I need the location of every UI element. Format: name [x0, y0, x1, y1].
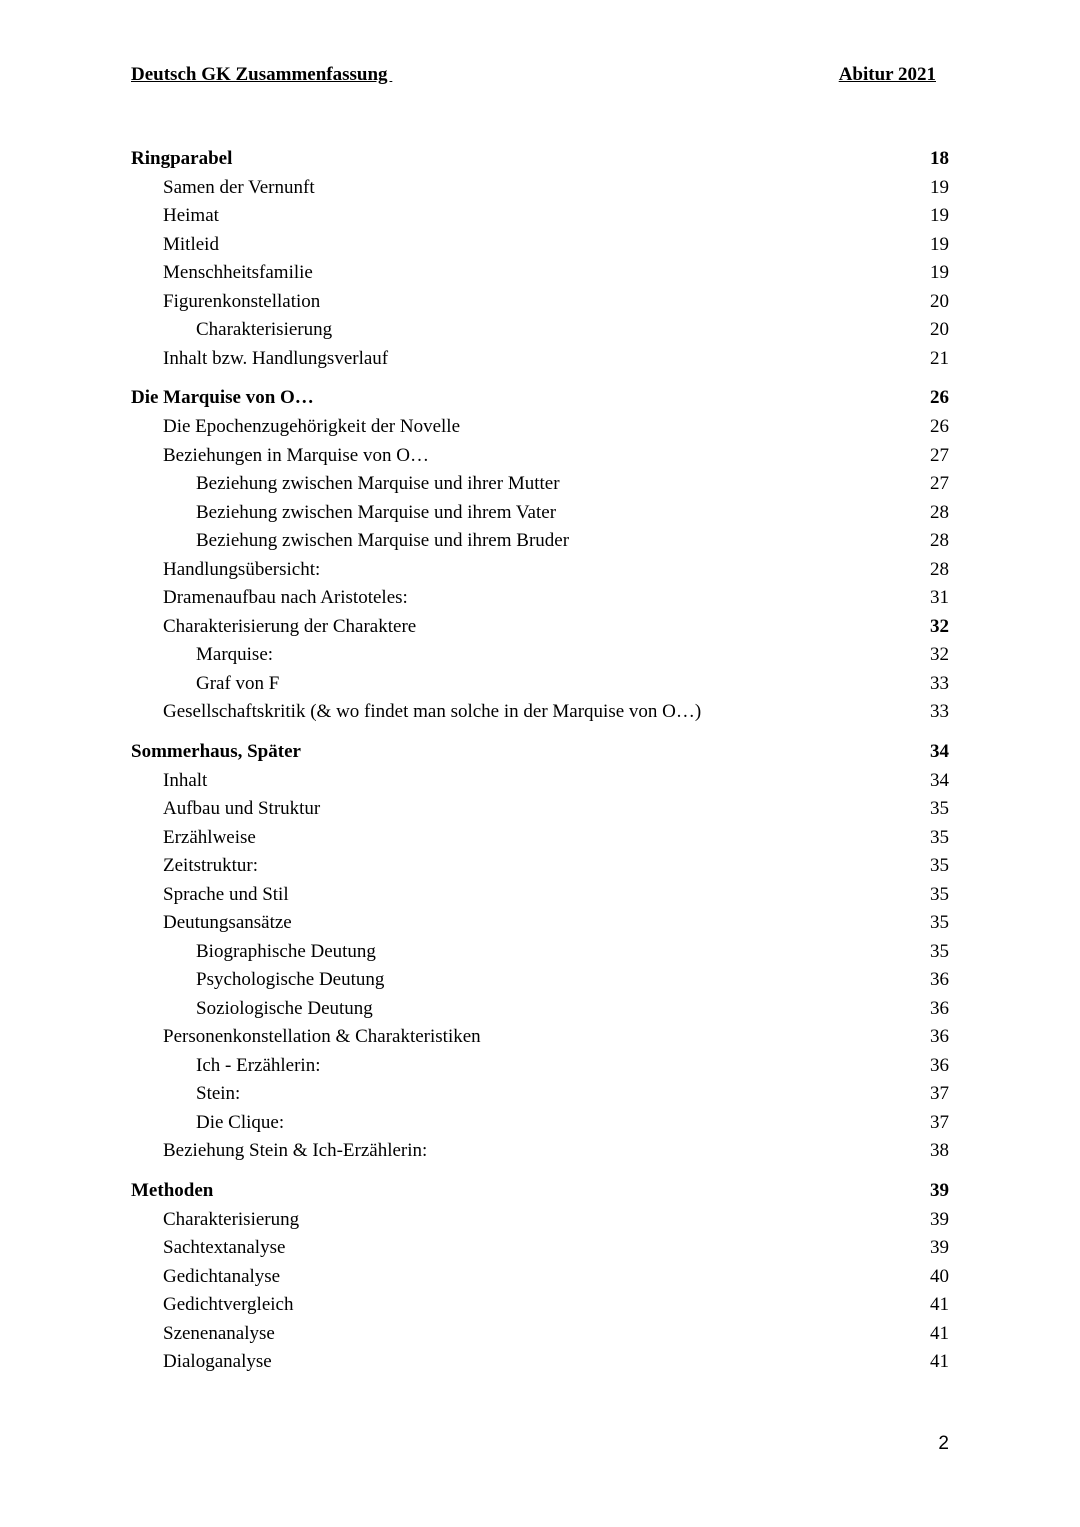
- toc-entry[interactable]: [131, 1206, 949, 1235]
- toc-page-number: 32: [930, 615, 949, 637]
- toc-label: Erzählweise: [163, 826, 256, 848]
- toc-label: Personenkonstellation & Charakteristiken: [163, 1026, 481, 1047]
- toc-label: Dialoganalyse: [163, 1351, 272, 1372]
- toc-subentry[interactable]: [131, 527, 949, 556]
- toc-page-number: 35: [930, 798, 949, 819]
- toc-label: Ringparabel: [131, 148, 233, 169]
- toc-page-number: 28: [930, 558, 949, 580]
- toc-entry[interactable]: [131, 909, 949, 938]
- toc-page-number: 36: [930, 1026, 949, 1047]
- header-year: Abitur 2021: [838, 64, 936, 85]
- toc-entry[interactable]: [131, 1263, 949, 1292]
- toc-page-number: 28: [930, 530, 949, 551]
- toc-label: Beziehung zwischen Marquise und ihrem Bruder: [196, 530, 570, 551]
- toc-subentry[interactable]: [131, 966, 949, 995]
- toc-page-number: 36: [930, 969, 949, 990]
- toc-entry[interactable]: [131, 584, 949, 613]
- toc-label: Dramenaufbau nach Aristoteles:: [163, 587, 408, 608]
- toc-label: Stein:: [196, 1083, 241, 1104]
- toc-page-number: 19: [930, 262, 949, 283]
- toc-page-number: 39: [930, 1237, 949, 1258]
- toc-entry[interactable]: [131, 824, 949, 853]
- toc-subentry[interactable]: [131, 499, 949, 528]
- toc-section[interactable]: [131, 145, 949, 174]
- toc-label: Beziehung Stein & Ich-Erzählerin:: [163, 1140, 428, 1161]
- toc-label: Charakterisierung der Charaktere: [163, 615, 417, 637]
- toc-entry[interactable]: [131, 795, 949, 824]
- page-number: 2: [938, 1433, 949, 1454]
- toc-label: Beziehung zwischen Marquise und ihrem Vater: [196, 501, 557, 523]
- toc-label: Deutungsansätze: [163, 912, 292, 933]
- toc-label: Ich - Erzählerin:: [196, 1054, 321, 1076]
- toc-page-number: 21: [930, 347, 949, 369]
- toc-label: Psychologische Deutung: [196, 969, 385, 990]
- toc-page-number: 26: [930, 416, 949, 437]
- toc-section[interactable]: [131, 738, 949, 767]
- toc-page-number: 41: [930, 1294, 949, 1315]
- toc-page-number: 35: [930, 940, 949, 962]
- table-of-contents: [131, 145, 949, 1377]
- toc-page-number: 35: [930, 826, 949, 848]
- toc-page-number: 39: [930, 1179, 949, 1201]
- toc-label: Die Clique:: [196, 1111, 285, 1133]
- toc-label: Handlungsübersicht:: [163, 558, 321, 580]
- toc-page-number: 37: [930, 1083, 949, 1104]
- toc-page-number: 18: [930, 148, 949, 169]
- toc-page-number: 20: [930, 319, 949, 340]
- toc-page-number: 41: [930, 1322, 949, 1344]
- toc-entry[interactable]: [131, 259, 949, 288]
- toc-label: Gesellschaftskritik (& wo findet man solche in der Marquise von O…): [163, 701, 702, 722]
- toc-page-number: 35: [930, 883, 949, 905]
- toc-entry[interactable]: [131, 881, 949, 910]
- toc-page-number: 38: [930, 1140, 949, 1161]
- toc-subentry[interactable]: [131, 995, 949, 1024]
- toc-subentry[interactable]: [131, 670, 949, 699]
- toc-label: Die Epochenzugehörigkeit der Novelle: [163, 416, 461, 437]
- toc-entry[interactable]: [131, 613, 949, 642]
- toc-label: Marquise:: [196, 644, 274, 665]
- toc-page-number: 32: [930, 644, 949, 665]
- toc-entry[interactable]: [131, 1234, 949, 1263]
- toc-subentry[interactable]: [131, 641, 949, 670]
- toc-entry[interactable]: [131, 1348, 949, 1377]
- toc-entry[interactable]: [131, 442, 949, 471]
- toc-label: Samen der Vernunft: [163, 176, 315, 198]
- toc-subentry[interactable]: [131, 1109, 949, 1138]
- toc-page-number: 34: [930, 769, 949, 791]
- toc-entry[interactable]: [131, 767, 949, 796]
- toc-section[interactable]: [131, 384, 949, 413]
- toc-label: Gedichtvergleich: [163, 1294, 294, 1315]
- toc-label: Zeitstruktur:: [163, 855, 258, 876]
- toc-page-number: 39: [930, 1208, 949, 1230]
- toc-label: Die Marquise von O…: [131, 387, 314, 408]
- toc-label: Inhalt bzw. Handlungsverlauf: [163, 347, 389, 369]
- toc-label: Sommerhaus, Später: [131, 740, 301, 762]
- toc-label: Charakterisierung: [196, 319, 333, 340]
- document-title: Deutsch GK Zusammenfassung: [131, 64, 393, 85]
- toc-label: Szenenanalyse: [163, 1322, 275, 1344]
- toc-page-number: 36: [930, 997, 949, 1019]
- toc-page-number: 41: [930, 1351, 949, 1372]
- toc-entry[interactable]: [131, 174, 949, 203]
- toc-page-number: 40: [930, 1265, 949, 1287]
- toc-entry[interactable]: [131, 1137, 949, 1166]
- toc-entry[interactable]: [131, 413, 949, 442]
- toc-label: Aufbau und Struktur: [163, 798, 321, 819]
- toc-subentry[interactable]: [131, 1052, 949, 1081]
- toc-subentry[interactable]: [131, 316, 949, 345]
- toc-label: Mitleid: [163, 233, 219, 255]
- toc-page-number: 20: [930, 290, 949, 312]
- toc-entry[interactable]: [131, 288, 949, 317]
- toc-entry[interactable]: [131, 1320, 949, 1349]
- toc-label: Beziehungen in Marquise von O…: [163, 444, 429, 466]
- toc-entry[interactable]: [131, 202, 949, 231]
- toc-label: Figurenkonstellation: [163, 290, 321, 312]
- toc-page-number: 33: [930, 701, 949, 722]
- toc-entry[interactable]: [131, 556, 949, 585]
- toc-page-number: 27: [930, 473, 949, 494]
- page-header: [131, 64, 936, 92]
- toc-subentry[interactable]: [131, 938, 949, 967]
- toc-entry[interactable]: [131, 852, 949, 881]
- toc-label: Charakterisierung: [163, 1208, 300, 1230]
- toc-section[interactable]: [131, 1177, 949, 1206]
- toc-page-number: 35: [930, 912, 949, 933]
- toc-subentry[interactable]: [131, 470, 949, 499]
- toc-label: Inhalt: [163, 769, 208, 791]
- toc-entry[interactable]: [131, 345, 949, 374]
- toc-label: Methoden: [131, 1179, 214, 1201]
- toc-page-number: 33: [930, 672, 949, 694]
- toc-subentry[interactable]: [131, 1080, 949, 1109]
- toc-page-number: 26: [930, 387, 949, 408]
- toc-page-number: 34: [930, 740, 949, 762]
- toc-label: Graf von F: [196, 672, 280, 694]
- toc-page-number: 36: [930, 1054, 949, 1076]
- toc-label: Sprache und Stil: [163, 883, 289, 905]
- toc-page-number: 28: [930, 501, 949, 523]
- toc-label: Beziehung zwischen Marquise und ihrer Mutter: [196, 473, 560, 494]
- toc-label: Sachtextanalyse: [163, 1237, 286, 1258]
- toc-label: Heimat: [163, 205, 219, 226]
- toc-entry[interactable]: [131, 231, 949, 260]
- toc-entry[interactable]: [131, 1023, 949, 1052]
- toc-page-number: 35: [930, 855, 949, 876]
- toc-page-number: 19: [930, 233, 949, 255]
- toc-page-number: 19: [930, 176, 949, 198]
- toc-page-number: 31: [930, 587, 949, 608]
- toc-page-number: 37: [930, 1111, 949, 1133]
- toc-label: Biographische Deutung: [196, 940, 376, 962]
- toc-entry[interactable]: [131, 1291, 949, 1320]
- toc-page-number: 27: [930, 444, 949, 466]
- toc-page-number: 19: [930, 205, 949, 226]
- toc-entry[interactable]: [131, 698, 949, 727]
- toc-label: Soziologische Deutung: [196, 997, 373, 1019]
- toc-label: Menschheitsfamilie: [163, 262, 313, 283]
- toc-label: Gedichtanalyse: [163, 1265, 281, 1287]
